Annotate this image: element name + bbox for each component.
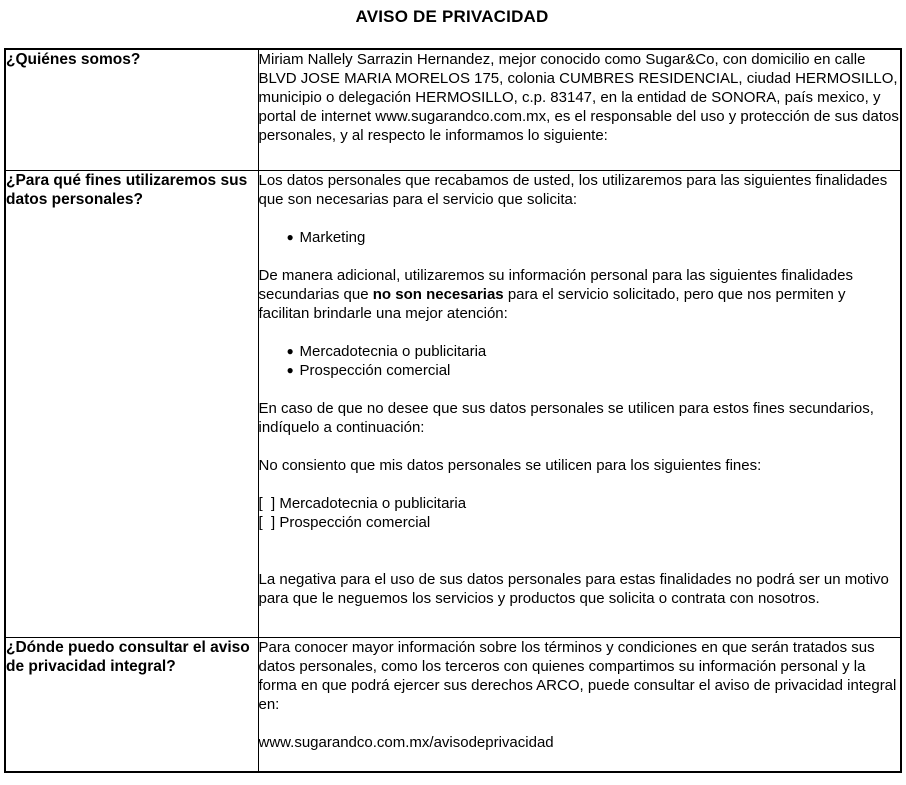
secondary-purposes-list bbox=[259, 342, 901, 380]
optout-checkbox-prospecting: [ ] Prospección comercial bbox=[258, 513, 431, 531]
answer-full-notice bbox=[258, 637, 901, 772]
purpose-label: Mercadotecnia o publicitaria bbox=[299, 342, 487, 360]
answer-who-we-are bbox=[258, 49, 901, 170]
list-item bbox=[287, 361, 901, 380]
question-data-purposes: ¿Para qué fines utilizaremos sus datos personales? bbox=[5, 170, 258, 637]
table-row-who-we-are bbox=[5, 49, 901, 170]
bullet-icon: ● bbox=[286, 362, 294, 377]
list-item bbox=[287, 228, 901, 247]
answer-data-purposes bbox=[258, 170, 901, 637]
list-item bbox=[287, 342, 901, 361]
secondary-purposes-intro bbox=[259, 266, 901, 323]
full-notice-text: Para conocer mayor información sobre los términos y condiciones en que serán tratados sus datos personales, como los terceros con quienes compartimos su información personal y la forma en que podrá ejercer sus derechos ARCO, puede consultar el aviso de privacidad integral en: bbox=[258, 638, 897, 713]
secondary-intro-after: para el servicio solicitado, pero que nos permiten y facilitan brindarle una mejor atención: bbox=[258, 285, 846, 322]
secondary-intro-bold: no son necesarias bbox=[372, 285, 504, 303]
question-who-we-are: ¿Quiénes somos? bbox=[5, 49, 258, 170]
primary-purposes-intro: Los datos personales que recabamos de usted, los utilizaremos para las siguientes finalidades que son necesarias para el servicio que solicita: bbox=[258, 171, 888, 208]
negative-note: La negativa para el uso de sus datos personales para estas finalidades no podrá ser un motivo para que le neguemos los servicios y productos que solicita o contrata con nosotros. bbox=[258, 570, 889, 607]
primary-purposes-list bbox=[259, 228, 901, 247]
secondary-intro-before: De manera adicional, utilizaremos su información personal para las siguientes finalidades secundarias que bbox=[258, 266, 853, 303]
optout-instruction: En caso de que no desee que sus datos personales se utilicen para estos fines secundarios, indíquelo a continuación: bbox=[258, 399, 874, 436]
optout-statement: No consiento que mis datos personales se utilicen para los siguientes fines: bbox=[258, 456, 762, 474]
privacy-notice-url: www.sugarandco.com.mx/avisodeprivacidad bbox=[258, 733, 554, 751]
purpose-label: Marketing bbox=[299, 228, 366, 246]
bullet-icon: ● bbox=[286, 343, 294, 358]
who-we-are-text: Miriam Nallely Sarrazin Hernandez, mejor conocido como Sugar&Co, con domicilio en calle BLVD JOSE MARIA MORELOS 175, colonia CUMBRES RESIDENCIAL, ciudad HERMOSILLO, municipio o delegación HERMOSILLO, c.p. 83147, en la entidad de SONORA, país mexico, y portal de internet www.sugarandco.com.mx, es el responsable del uso y protección de sus datos personales, y al respecto le informamos lo siguiente: bbox=[258, 51, 899, 144]
privacy-notice-page bbox=[0, 7, 906, 785]
bullet-icon: ● bbox=[286, 229, 294, 244]
table-row-data-purposes bbox=[5, 170, 901, 637]
table-row-full-notice bbox=[5, 637, 901, 772]
optout-checkbox-block bbox=[259, 494, 901, 532]
question-full-notice: ¿Dónde puedo consultar el aviso de privacidad integral? bbox=[5, 637, 258, 772]
page-title: AVISO DE PRIVACIDAD bbox=[355, 7, 549, 26]
privacy-notice-table bbox=[4, 48, 902, 773]
optout-checkbox-marketing: [ ] Mercadotecnia o publicitaria bbox=[258, 494, 467, 512]
purpose-label: Prospección comercial bbox=[299, 361, 451, 379]
